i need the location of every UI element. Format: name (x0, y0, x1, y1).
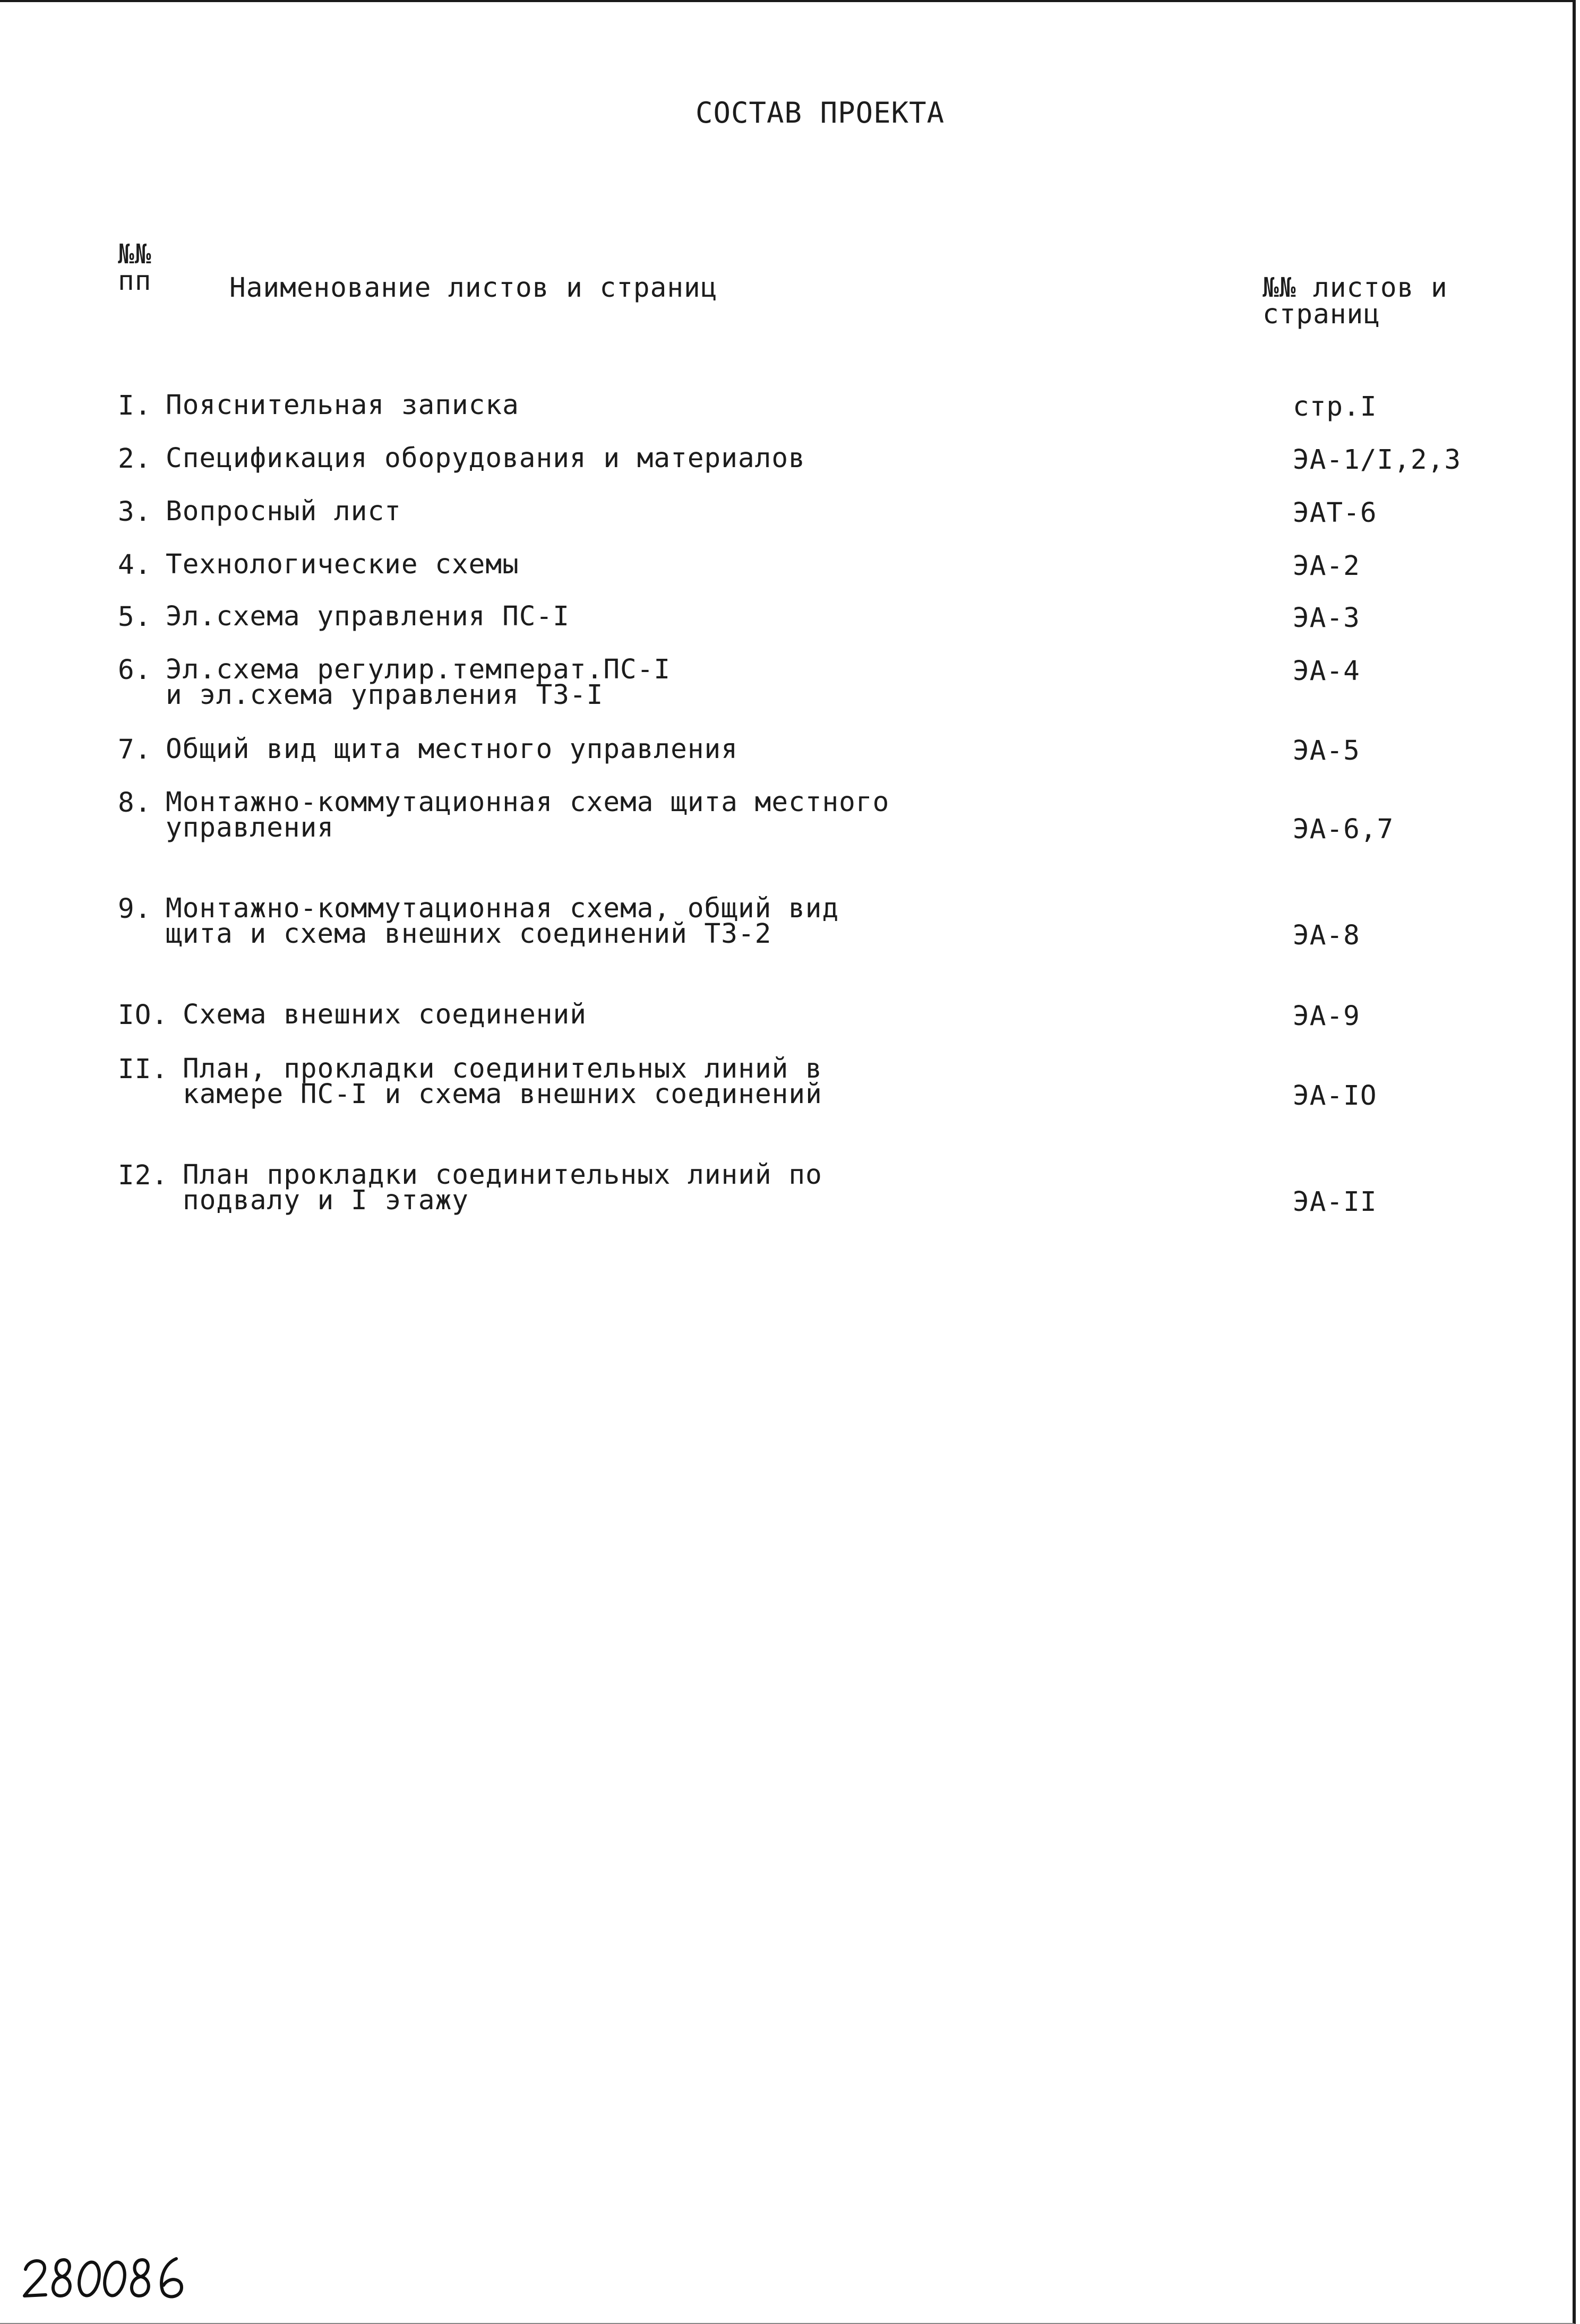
item-number: 6. (118, 655, 152, 686)
item-number: 3. (118, 496, 152, 528)
item-title: Схема внешних соединений (183, 999, 587, 1030)
item-number: IO. (118, 1000, 169, 1031)
item-sheet: стр.I (1293, 391, 1377, 423)
handwritten-inventory-number (21, 2253, 191, 2301)
item-sheet: ЭА-9 (1293, 1001, 1360, 1032)
header-sheets-column: №№ листов и страниц (1263, 272, 1448, 330)
header-number-column: №№ пп (118, 239, 152, 297)
item-number: 5. (118, 601, 152, 633)
item-title: Вопросный лист (166, 496, 401, 527)
item-title: Технологические схемы (166, 549, 519, 580)
item-sheet: ЭА-II (1293, 1186, 1377, 1218)
item-sheet: ЭА-8 (1293, 920, 1360, 951)
item-sheet: ЭА-4 (1293, 656, 1360, 687)
item-number: 4. (118, 549, 152, 581)
item-title: Пояснительная записка (166, 390, 519, 421)
item-sheet: ЭА-1/I,2,3 (1293, 444, 1462, 476)
item-sheet: ЭА-6,7 (1293, 814, 1394, 845)
item-sheet: ЭА-IO (1293, 1080, 1377, 1112)
item-title: План, прокладки соединительных линий в камере ПС-I и схема внешних соединений (183, 1053, 822, 1110)
item-sheet: ЭА-2 (1293, 550, 1360, 582)
item-sheet: ЭА-5 (1293, 735, 1360, 767)
item-number: 8. (118, 787, 152, 819)
item-sheet: ЭАТ-6 (1293, 497, 1377, 529)
item-title: Эл.схема управления ПС-I (166, 601, 570, 632)
item-number: II. (118, 1054, 169, 1085)
header-name-column: Наименование листов и страниц (229, 272, 718, 304)
item-title: Монтажно-коммутационная схема щита местного управления (166, 787, 890, 843)
item-title: Спецификация оборудования и материалов (166, 443, 805, 474)
item-title: Эл.схема регулир.температ.ПС-I и эл.схема управления ТЗ-I (166, 654, 671, 711)
item-title: План прокладки соединительных линий по подвалу и I этажу (183, 1159, 822, 1216)
document-title: СОСТАВ ПРОЕКТА (695, 96, 945, 130)
item-number: 7. (118, 734, 152, 765)
item-number: 2. (118, 443, 152, 475)
item-number: I. (118, 390, 152, 421)
item-number: I2. (118, 1160, 169, 1191)
item-title: Монтажно-коммутационная схема, общий вид щита и схема внешних соединений ТЗ-2 (166, 893, 839, 950)
item-title: Общий вид щита местного управления (166, 734, 738, 765)
item-sheet: ЭА-3 (1293, 602, 1360, 634)
item-number: 9. (118, 893, 152, 925)
